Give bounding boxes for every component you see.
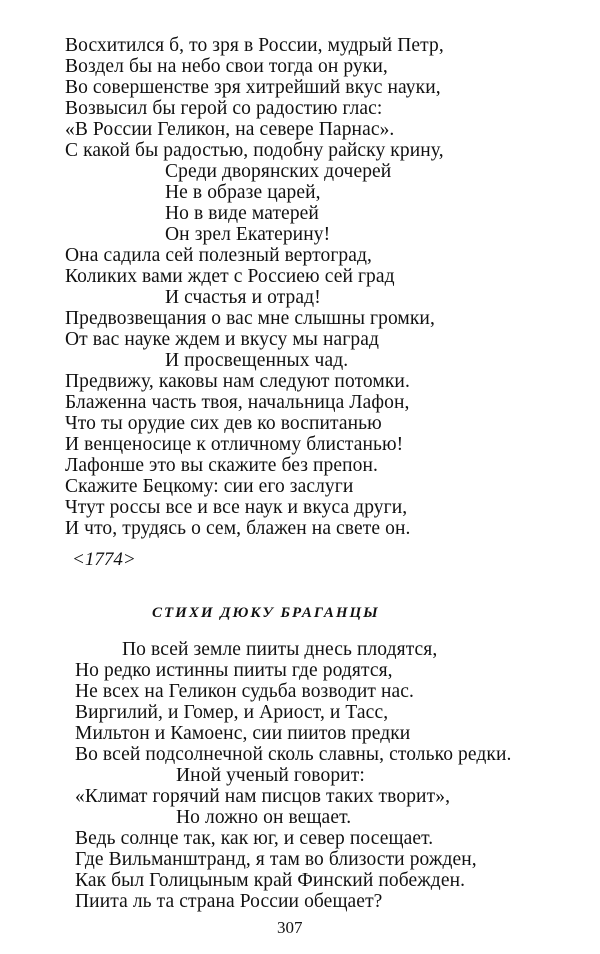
poem-line: Но редко истинны пииты где родятся, bbox=[75, 660, 393, 681]
poem-line: Чтут россы все и все наук и вкуса други, bbox=[65, 497, 408, 518]
poem-line: Блаженна часть твоя, начальница Лафон, bbox=[65, 392, 410, 413]
poem-line: По всей земле пииты днесь плодятся, bbox=[122, 639, 438, 660]
poem-date: <1774> bbox=[72, 549, 136, 570]
poem-line: Что ты орудие сих дев ко воспитанью bbox=[65, 413, 382, 434]
poem-line: Не в образе царей, bbox=[165, 182, 321, 203]
poem-line: От вас науке ждем и вкусу мы наград bbox=[65, 329, 379, 350]
poem-line: Коликих вами ждет с Россиею сей град bbox=[65, 266, 395, 287]
poem-line: Восхитился б, то зря в России, мудрый Петр, bbox=[65, 35, 444, 56]
poem-line: Не всех на Геликон судьба возводит нас. bbox=[75, 681, 414, 702]
poem-line: Мильтон и Камоенс, сии пиитов предки bbox=[75, 723, 411, 744]
poem-line: С какой бы радостью, подобну райску крину, bbox=[65, 140, 444, 161]
poem-line: Ведь солнце так, как юг, и север посещает. bbox=[75, 828, 434, 849]
poem-line: Виргилий, и Гомер, и Ариост, и Тасс, bbox=[75, 702, 389, 723]
poem-line: Но в виде матерей bbox=[165, 203, 319, 224]
poem-line: Среди дворянских дочерей bbox=[165, 161, 392, 182]
poem-line: И счастья и отрад! bbox=[165, 287, 321, 308]
poem-line: Она садила сей полезный вертоград, bbox=[65, 245, 373, 266]
poem-line: Во совершенстве зря хитрейший вкус науки, bbox=[65, 77, 441, 98]
poem-line: И венценосице к отличному блистанью! bbox=[65, 434, 404, 455]
poem-line: Воздел бы на небо свои тогда он руки, bbox=[65, 56, 388, 77]
poem-title: СТИХИ ДЮКУ БРАГАНЦЫ bbox=[152, 605, 380, 621]
poem-line: Предвижу, каковы нам следуют потомки. bbox=[65, 371, 410, 392]
poem-line: Лафонше это вы скажите без препон. bbox=[65, 455, 379, 476]
poem-line: И что, трудясь о сем, блажен на свете он. bbox=[65, 518, 411, 539]
poem-line: Предвозвещания о вас мне слышны громки, bbox=[65, 308, 435, 329]
poem-line: Но ложно он вещает. bbox=[176, 807, 352, 828]
poem-line: Пиита ль та страна России обещает? bbox=[75, 891, 383, 912]
poem-line: Где Вильманштранд, я там во близости рожден, bbox=[75, 849, 477, 870]
poem-line: Во всей подсолнечной сколь славны, столько редки. bbox=[75, 744, 512, 765]
poem-line: «В России Геликон, на севере Парнас». bbox=[65, 119, 395, 140]
poem-line: Он зрел Екатерину! bbox=[165, 224, 331, 245]
poem-line: Возвысил бы герой со радостию глас: bbox=[65, 98, 383, 119]
poem-line: И просвещенных чад. bbox=[165, 350, 349, 371]
poem-line: Скажите Бецкому: сии его заслуги bbox=[65, 476, 354, 497]
poem-line: Иной ученый говорит: bbox=[176, 765, 365, 786]
poem-line: Как был Голицыным край Финский побежден. bbox=[75, 870, 466, 891]
page-number: 307 bbox=[277, 918, 303, 937]
poem-line: «Климат горячий нам писцов таких творит», bbox=[75, 786, 451, 807]
